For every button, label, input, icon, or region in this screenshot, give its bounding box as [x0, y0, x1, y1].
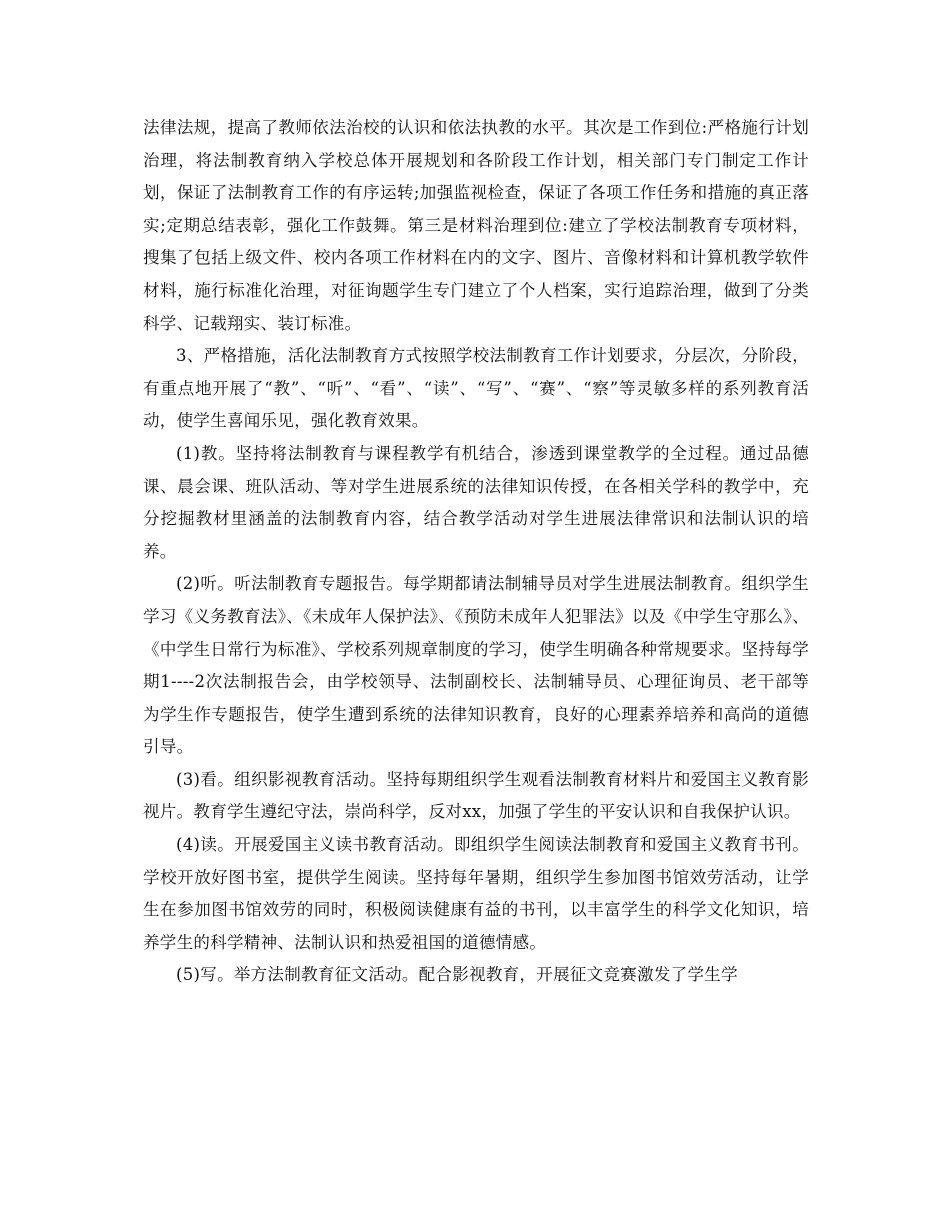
- document-page: [143, 112, 809, 992]
- paragraph-teach: (1)教。坚持将法制教育与课程教学有机结合，渗透到课堂教学的全过程。通过品德课、晨会课、班队活动、等对学生进展系统的法律知识传授，在各相关学科的教学中，充分挖掘教材里涵盖的法制教育内容，结合教学活动对学生进展法律常识和法制认识的培养。: [143, 443, 809, 561]
- paragraph-measures: 3、严格措施，活化法制教育方式按照学校法制教育工作计划要求，分层次，分阶段，有重点地开展了“教”、“听”、“看”、“读”、“写”、“赛”、“察”等灵敏多样的系列教育活动，使学生喜闻乐见，强化教育效果。: [143, 346, 809, 431]
- paragraph-management: 法律法规，提高了教师依法治校的认识和依法执教的水平。其次是工作到位:严格施行计划治理，将法制教育纳入学校总体开展规划和各阶段工作计划，相关部门专门制定工作计划，保证了法制教育工作的有序运转;加强监视检查，保证了各项工作任务和措施的真正落实;定期总结表彰，强化工作鼓舞。第三是材料治理到位:建立了学校法制教育专项材料，搜集了包括上级文件、校内各项工作材料在内的文字、图片、音像材料和计算机教学软件材料，施行标准化治理，对征询题学生专门建立了个人档案，实行追踪治理，做到了分类科学、记载翔实、装订标准。: [143, 118, 809, 333]
- paragraph-watch: (3)看。组织影视教育活动。坚持每期组织学生观看法制教育材料片和爱国主义教育影视片。教育学生遵纪守法，崇尚科学，反对xx，加强了学生的平安认识和自我保护认识。: [143, 769, 809, 822]
- paragraph-listen: (2)听。听法制教育专题报告。每学期都请法制辅导员对学生进展法制教育。组织学生学习《义务教育法》、《未成年人保护法》、《预防未成年人犯罪法》以及《中学生守那么》、《中学生日常行为标准》、学校系列规章制度的学习，使学生明确各种常规要求。坚持每学期1----2次法制报告会，由学校领导、法制副校长、法制辅导员、心理征询员、老干部等为学生作专题报告，使学生遭到系统的法律知识教育，良好的心理素养培养和高尚的道德引导。: [143, 574, 809, 757]
- paragraph-read: (4)读。开展爱国主义读书教育活动。即组织学生阅读法制教育和爱国主义教育书刊。学校开放好图书室，提供学生阅读。坚持每年暑期，组织学生参加图书馆效劳活动，让学生在参加图书馆效劳的同时，积极阅读健康有益的书刊，以丰富学生的科学文化知识，培养学生的科学精神、法制认识和热爱祖国的道德情感。: [143, 835, 809, 952]
- paragraph-write: (5)写。举方法制教育征文活动。配合影视教育，开展征文竞赛激发了学生学: [176, 965, 738, 985]
